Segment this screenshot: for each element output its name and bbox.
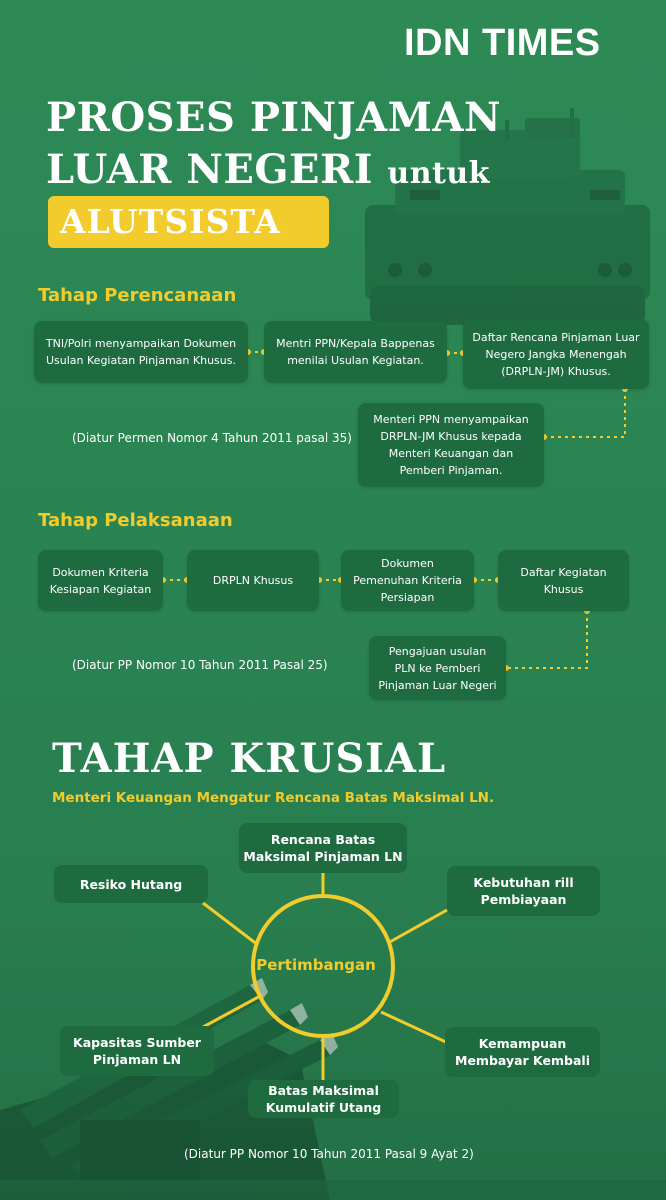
page-title-line2-small: untuk — [387, 156, 490, 191]
planning-legal-note: (Diatur Permen Nomor 4 Tahun 2011 pasal 35) — [72, 431, 352, 445]
execution-legal-note: (Diatur PP Nomor 10 Tahun 2011 Pasal 25) — [72, 658, 328, 672]
page-title-line2-main: LUAR NEGERI — [46, 146, 373, 193]
execution-step-5: Pengajuan usulan PLN ke Pemberi Pinjaman Luar Negeri — [369, 636, 506, 700]
execution-heading: Tahap Pelaksanaan — [38, 510, 233, 531]
planning-step-4: Menteri PPN menyampaikan DRPLN-JM Khusus kepada Menteri Keuangan dan Pemberi Pinjaman. — [358, 403, 544, 487]
title-tag-alutsista: ALUTSISTA — [48, 196, 329, 248]
planning-step-2: Mentri PPN/Kepala Bappenas menilai Usulan Kegiatan. — [264, 321, 447, 383]
page-title-line1: PROSES PINJAMAN — [46, 94, 502, 141]
factor-resiko-hutang: Resiko Hutang — [54, 865, 208, 903]
idn-times-logo: IDN TIMES — [404, 22, 601, 64]
planning-step-1: TNI/Polri menyampaikan Dokumen Usulan Kegiatan Pinjaman Khusus. — [34, 321, 248, 383]
execution-step-4: Daftar Kegiatan Khusus — [498, 550, 629, 611]
factor-kapasitas-sumber: Kapasitas Sumber Pinjaman LN — [60, 1026, 214, 1076]
center-pertimbangan: Pertimbangan — [256, 956, 376, 974]
crucial-subtitle: Menteri Keuangan Mengatur Rencana Batas Maksimal LN. — [52, 790, 495, 806]
planning-step-3: Daftar Rencana Pinjaman Luar Negero Jangka Menengah (DRPLN-JM) Khusus. — [463, 319, 649, 389]
crucial-heading: TAHAP KRUSIAL — [52, 735, 447, 782]
factor-batas-kumulatif: Batas Maksimal Kumulatif Utang — [248, 1080, 399, 1118]
factor-kemampuan-membayar: Kemampuan Membayar Kembali — [445, 1027, 600, 1077]
execution-step-1: Dokumen Kriteria Kesiapan Kegiatan — [38, 550, 163, 611]
execution-step-3: Dokumen Pemenuhan Kriteria Persiapan — [341, 550, 474, 611]
crucial-legal-note: (Diatur PP Nomor 10 Tahun 2011 Pasal 9 Ayat 2) — [184, 1147, 474, 1161]
factor-rencana-batas: Rencana Batas Maksimal Pinjaman LN — [239, 823, 407, 873]
planning-heading: Tahap Perencanaan — [38, 285, 237, 306]
execution-step-2: DRPLN Khusus — [187, 550, 319, 611]
factor-kebutuhan-rill: Kebutuhan rill Pembiayaan — [447, 866, 600, 916]
page-title-line2 — [46, 146, 490, 193]
